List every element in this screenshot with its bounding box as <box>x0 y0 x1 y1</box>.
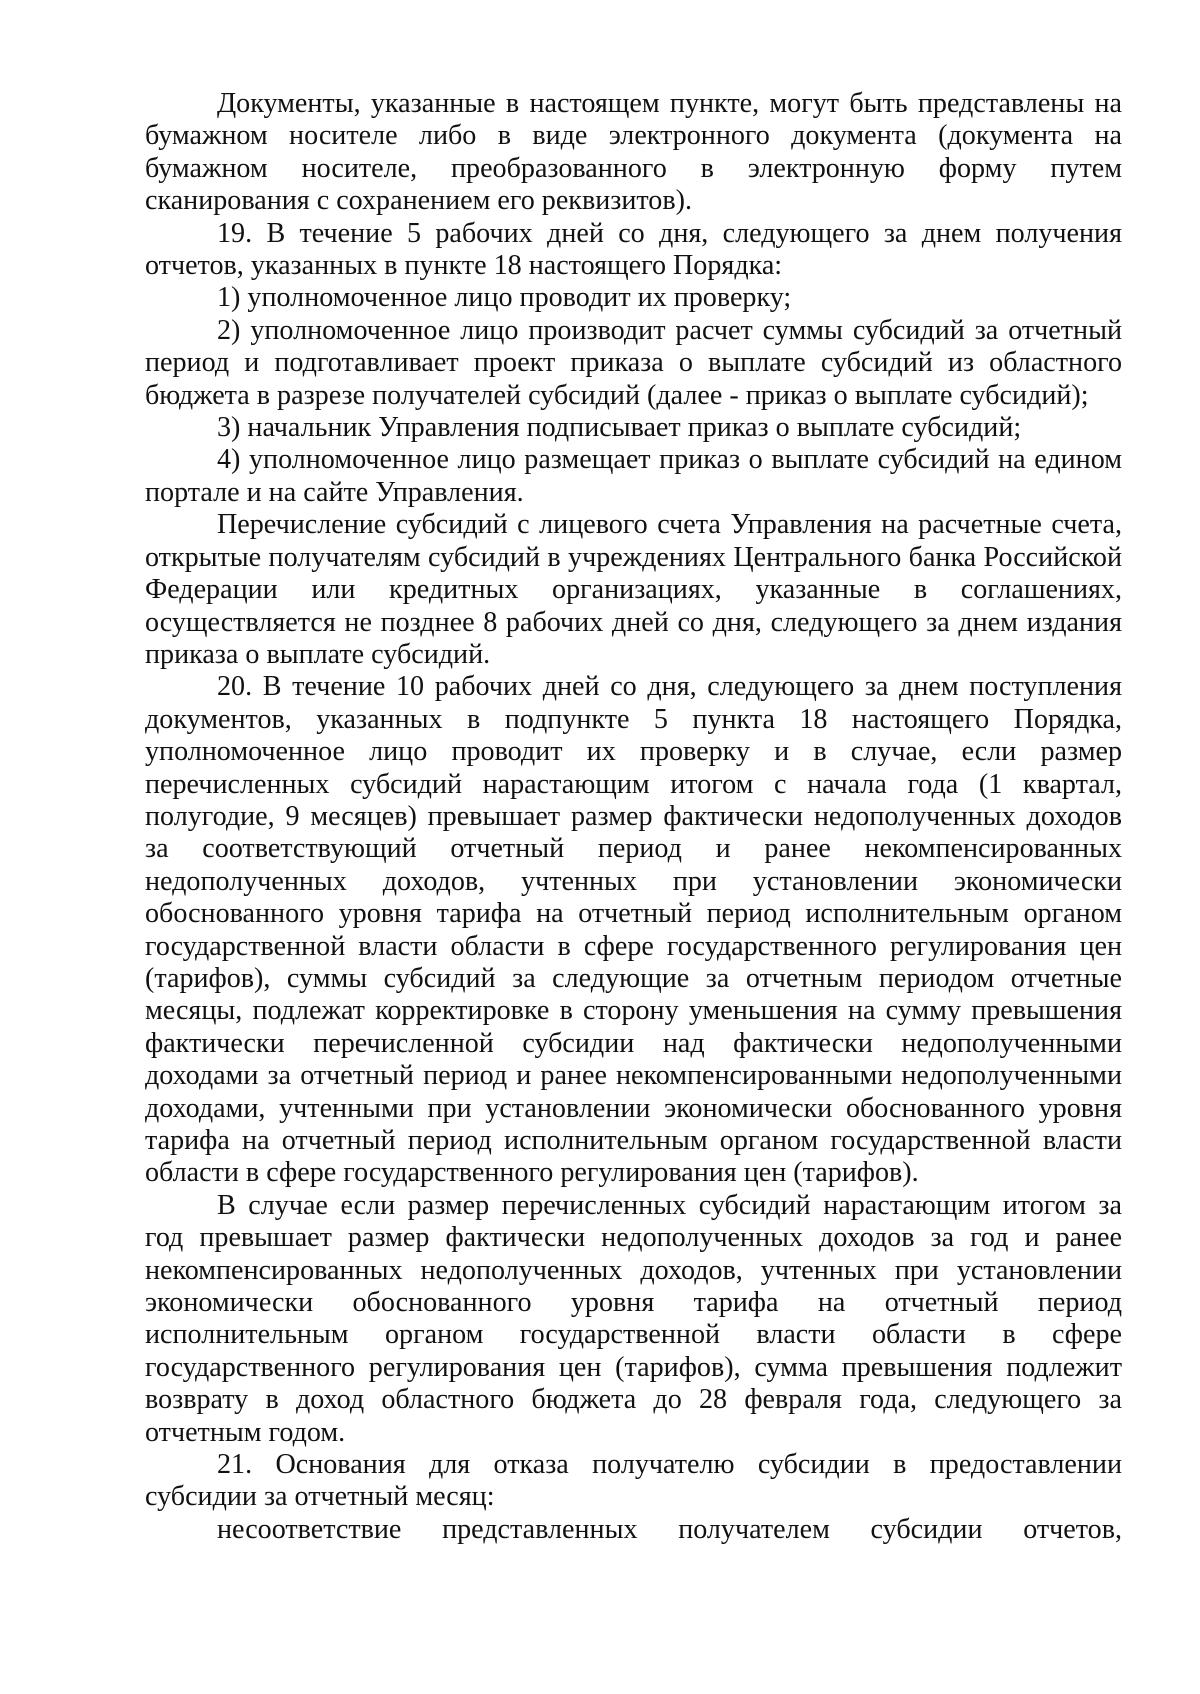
paragraph-subitem-1: 1) уполномоченное лицо проводит их проверку; <box>217 282 792 314</box>
paragraph-refusal-grounds: несоответствие представленных получателем субсидии отчетов, <box>217 1513 1122 1545</box>
paragraph-subitem-3: 3) начальник Управления подписывает приказ о выплате субсидий; <box>217 412 1022 444</box>
paragraph-subitem-2: 2) уполномоченное лицо производит расчет суммы субсидий за отчетный период и подготавливает проект приказа о выплате субсидий из областного бюджета в разрезе получателей субсидий (далее - приказ о выплате субсидий); <box>145 314 1122 411</box>
paragraph-annual-excess: В случае если размер перечисленных субсидий нарастающим итогом за год превышает размер фактически недополученных доходов за год и ранее некомпенсированных недополученных доходов, учтенных при установлении экономически обоснованного уровня тарифа на отчетный период исполнительным органом государственной власти области в сфере государственного регулирования цен (тарифов), сумма превышения подлежит возврату в доход областного бюджета до 28 февраля года, следующего за отчетным годом. <box>145 1189 1122 1448</box>
paragraph-item-20: 20. В течение 10 рабочих дней со дня, следующего за днем поступления документов, указанных в подпункте 5 пункта 18 настоящего Порядка, уполномоченное лицо проводит их проверку и в случае, если размер перечисленных субсидий нарастающим итогом с начала года (1 квартал, полугодие, 9 месяцев) превышает размер фактически недополученных доходов за соответствующий отчетный период и ранее некомпенсированных недополученных доходов, учтенных при установлении экономически обоснованного уровня тарифа на отчетный период исполнительным органом государственной власти области в сфере государственного регулирования цен (тарифов), суммы субсидий за следующие за отчетным периодом отчетные месяцы, подлежат корректировке в сторону уменьшения на сумму превышения фактически перечисленной субсидии над фактически недополученными доходами за отчетный период и ранее некомпенсированными недополученными доходами, учтенными при установлении экономически обоснованного уровня тарифа на отчетный период исполнительным органом государственной власти области в сфере государственного регулирования цен (тарифов). <box>145 671 1122 1189</box>
paragraph-item-21: 21. Основания для отказа получателю субсидии в предоставлении субсидии за отчетный месяц: <box>145 1449 1122 1513</box>
document-page <box>145 88 1122 1546</box>
paragraph-transfer-of-subsidies: Перечисление субсидий с лицевого счета Управления на расчетные счета, открытые получателям субсидий в учреждениях Центрального банка Российской Федерации или кредитных организациях, указанные в соглашениях, осуществляется не позднее 8 рабочих дней со дня, следующего за днем издания приказа о выплате субсидий. <box>145 509 1122 670</box>
paragraph-item-19: 19. В течение 5 рабочих дней со дня, следующего за днем получения отчетов, указанных в пункте 18 настоящего Порядка: <box>145 217 1122 282</box>
paragraph-documents-format: Документы, указанные в настоящем пункте, могут быть представлены на бумажном носителе либо в виде электронного документа (документа на бумажном носителе, преобразованного в электронную форму путем сканирования с сохранением его реквизитов). <box>145 88 1122 217</box>
paragraph-subitem-4: 4) уполномоченное лицо размещает приказ о выплате субсидий на едином портале и на сайте Управления. <box>145 444 1122 508</box>
